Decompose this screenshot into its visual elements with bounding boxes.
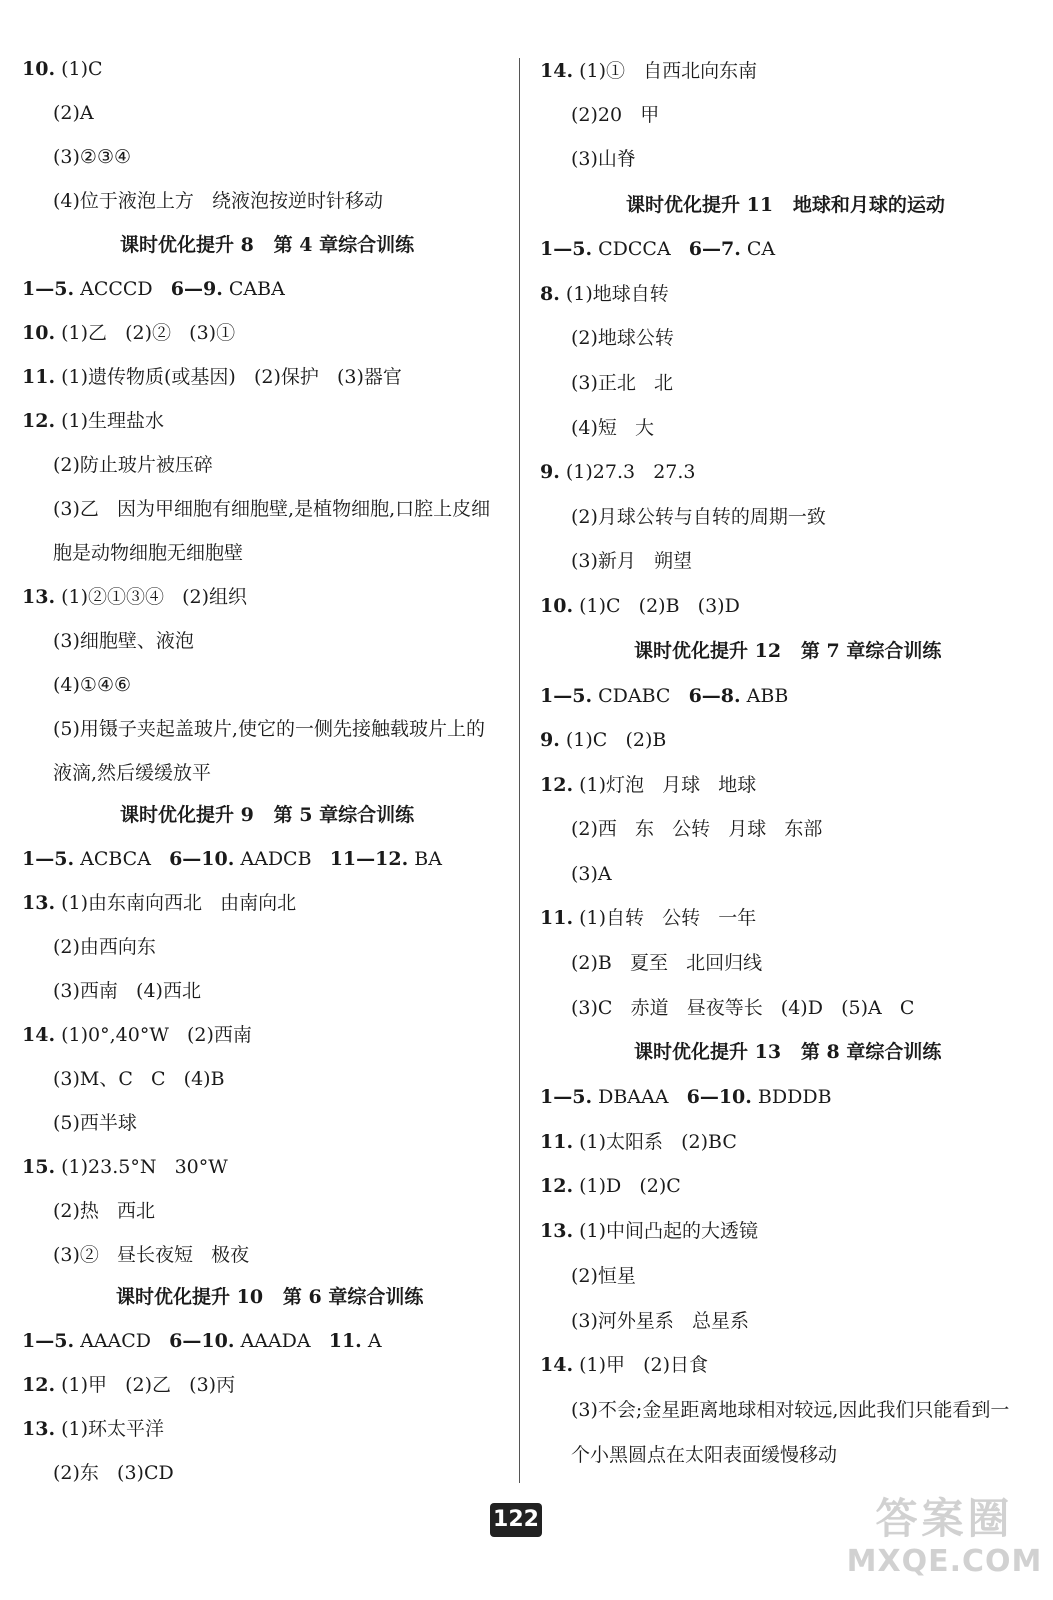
answer-text: A (361, 1330, 382, 1352)
answer-text: (1)自转 公转 一年 (573, 907, 757, 929)
question-number: 12. (22, 410, 56, 432)
answer-line (53, 761, 211, 785)
question-number: 11. (328, 1330, 362, 1352)
answer-line (540, 1085, 832, 1109)
answer-line (53, 541, 243, 565)
answer-text: (3)新月 朔望 (571, 550, 693, 572)
answer-text: (3)② 昼长夜短 极夜 (53, 1244, 250, 1266)
answer-line (571, 996, 914, 1020)
answer-text: (1)甲 (2)日食 (573, 1354, 709, 1376)
answer-line (22, 365, 402, 389)
answer-line (571, 371, 673, 395)
answer-line (53, 145, 131, 169)
answer-text: (1)C (55, 58, 103, 80)
answer-text: (1)中间凸起的大透镜 (573, 1220, 759, 1242)
answer-line (22, 847, 442, 871)
answer-text: (2)月球公转与自转的周期一致 (571, 506, 826, 528)
answer-line (540, 906, 756, 930)
answer-line (571, 103, 659, 127)
question-number: 14. (540, 60, 574, 82)
answer-text: (4)短 大 (571, 417, 655, 439)
answer-line (571, 1309, 749, 1333)
answer-text: (2)20 甲 (571, 104, 660, 126)
answer-line (53, 717, 485, 741)
answer-text: (4)位于液泡上方 绕液泡按逆时针移动 (53, 190, 384, 212)
answer-text: (2)A (53, 102, 94, 124)
answer-line (571, 549, 692, 573)
question-number: 11—12. (329, 848, 409, 870)
answer-line (571, 1443, 837, 1467)
answer-line (22, 1373, 235, 1397)
answer-line (22, 409, 164, 433)
question-number: 1—5. (22, 1330, 75, 1352)
answer-text: BDDDB (751, 1086, 832, 1108)
question-number: 6—8. (688, 685, 741, 707)
answer-text: (3)河外星系 总星系 (571, 1310, 750, 1332)
answer-text: (1)环太平洋 (55, 1418, 165, 1440)
watermark-text-top: 答案圈 (875, 1494, 1014, 1543)
answer-line (540, 684, 788, 708)
question-number: 8. (540, 283, 560, 305)
answer-text: (3)M、C C (4)B (53, 1068, 225, 1090)
watermark-logo (842, 1494, 1047, 1594)
answer-line (571, 147, 636, 171)
answer-line (22, 1417, 164, 1441)
section-heading: 课时优化提升 12 第 7 章综合训练 (634, 640, 942, 662)
answer-text: (1)太阳系 (2)BC (573, 1131, 737, 1153)
answer-text: (1)27.3 27.3 (559, 461, 696, 483)
answer-text: (3)乙 因为甲细胞有细胞壁,是植物细胞,口腔上皮细 (53, 498, 491, 520)
answer-text: (1)甲 (2)乙 (3)丙 (55, 1374, 236, 1396)
answer-text: (5)用镊子夹起盖玻片,使它的一侧先接触载玻片上的 (53, 718, 485, 740)
answer-text: (2)恒星 (571, 1265, 636, 1287)
question-number: 12. (540, 774, 574, 796)
answer-line (53, 1461, 174, 1485)
question-number: 13. (22, 586, 56, 608)
answer-text: (3)西南 (4)西北 (53, 980, 201, 1002)
answer-line (540, 282, 669, 306)
answer-line (53, 1199, 155, 1223)
answer-text: (1)乙 (2)② (3)① (55, 322, 236, 344)
answer-line (540, 1130, 737, 1154)
answer-text: (3)不会;金星距离地球相对较远,因此我们只能看到一 (571, 1399, 1010, 1421)
answer-text: (1)②①③④ (2)组织 (55, 586, 248, 608)
answer-text: ACCCD (74, 278, 171, 300)
question-number: 12. (540, 1175, 574, 1197)
answer-line (571, 505, 826, 529)
question-number: 9. (540, 461, 560, 483)
answer-text: AAADA (234, 1330, 329, 1352)
answer-text: (1)23.5°N 30°W (55, 1156, 228, 1178)
question-number: 6—9. (170, 278, 223, 300)
answer-line (571, 817, 822, 841)
answer-line (571, 1398, 1009, 1422)
question-number: 1—5. (22, 848, 75, 870)
question-number: 11. (22, 366, 56, 388)
answer-line (22, 1155, 228, 1179)
answer-line (540, 594, 740, 618)
answer-text: AAACD (74, 1330, 170, 1352)
answer-text: (2)地球公转 (571, 327, 674, 349)
question-number: 12. (22, 1374, 56, 1396)
answer-text: (3)A (571, 863, 612, 885)
answer-text: (3)C 赤道 昼夜等长 (4)D (5)A C (571, 997, 915, 1019)
answer-line (22, 277, 285, 301)
answer-line (53, 1243, 249, 1267)
answer-line (540, 237, 775, 261)
answer-line (22, 585, 247, 609)
answer-line (53, 101, 94, 125)
section-heading: 课时优化提升 10 第 6 章综合训练 (116, 1286, 424, 1308)
answer-text: (2)B 夏至 北回归线 (571, 952, 763, 974)
answer-line (53, 453, 213, 477)
question-number: 9. (540, 729, 560, 751)
answer-text: 个小黑圆点在太阳表面缓慢移动 (571, 1444, 838, 1466)
answer-line (540, 728, 666, 752)
section-heading: 课时优化提升 8 第 4 章综合训练 (120, 234, 415, 256)
answer-text: CDCCA (592, 238, 689, 260)
answer-text: (1)遗传物质(或基因) (2)保护 (3)器官 (55, 366, 402, 388)
answer-line (540, 773, 756, 797)
question-number: 1—5. (540, 238, 593, 260)
answer-text: (1)C (2)B (3)D (573, 595, 740, 617)
answer-text: (1)D (2)C (573, 1175, 681, 1197)
answer-line (22, 891, 296, 915)
answer-text: DBAAA (592, 1086, 687, 1108)
answer-line (22, 321, 235, 345)
question-number: 1—5. (540, 685, 593, 707)
question-number: 6—7. (688, 238, 741, 260)
answer-text: CABA (222, 278, 285, 300)
answer-text: (1)0°,40°W (2)西南 (55, 1024, 252, 1046)
answer-text: 胞是动物细胞无细胞壁 (53, 542, 244, 564)
watermark-text-bottom: MXQE.COM (846, 1544, 1043, 1579)
answer-text: (1)① 自西北向东南 (573, 60, 758, 82)
question-number: 14. (22, 1024, 56, 1046)
answer-text: (5)西半球 (53, 1112, 137, 1134)
section-heading: 课时优化提升 11 地球和月球的运动 (626, 194, 945, 216)
answer-text: (2)防止玻片被压碎 (53, 454, 213, 476)
answer-line (571, 326, 674, 350)
question-number: 11. (540, 907, 574, 929)
answer-text: (1)由东南向西北 由南向北 (55, 892, 297, 914)
question-number: 6—10. (686, 1086, 752, 1108)
answer-line (53, 673, 131, 697)
answer-text: AADCB (234, 848, 330, 870)
answer-line (571, 862, 612, 886)
answer-text: ABB (740, 685, 789, 707)
answer-text: ACBCA (74, 848, 170, 870)
question-number: 13. (540, 1220, 574, 1242)
answer-text: (1)生理盐水 (55, 410, 165, 432)
answer-text: CA (740, 238, 776, 260)
answer-line (53, 629, 194, 653)
answer-text: (1)灯泡 月球 地球 (573, 774, 757, 796)
answer-line (22, 57, 103, 81)
question-number: 15. (22, 1156, 56, 1178)
answer-text: (1)地球自转 (559, 283, 669, 305)
question-number: 10. (540, 595, 574, 617)
question-number: 14. (540, 1354, 574, 1376)
answer-text: 液滴,然后缓缓放平 (53, 762, 212, 784)
answer-line (53, 189, 383, 213)
answer-line (540, 1353, 708, 1377)
section-heading: 课时优化提升 13 第 8 章综合训练 (634, 1041, 942, 1063)
answer-line (53, 979, 201, 1003)
answer-line (53, 1067, 225, 1091)
answer-text: (2)东 (3)CD (53, 1462, 174, 1484)
answer-line (22, 1329, 382, 1353)
answer-text: (4)①④⑥ (53, 674, 132, 696)
question-number: 6—10. (169, 1330, 235, 1352)
answer-text: (2)西 东 公转 月球 东部 (571, 818, 823, 840)
answer-text: (3)正北 北 (571, 372, 674, 394)
answer-text: (3)②③④ (53, 146, 132, 168)
answer-text: BA (408, 848, 442, 870)
answer-line (540, 1219, 758, 1243)
question-number: 6—10. (169, 848, 235, 870)
answer-line (540, 1174, 681, 1198)
question-number: 13. (22, 892, 56, 914)
answer-line (22, 1023, 252, 1047)
answer-text: (3)细胞壁、液泡 (53, 630, 194, 652)
question-number: 10. (22, 322, 56, 344)
answer-line (53, 497, 490, 521)
answer-text: CDABC (592, 685, 689, 707)
answer-line (540, 460, 696, 484)
question-number: 10. (22, 58, 56, 80)
question-number: 1—5. (22, 278, 75, 300)
answer-line (53, 1111, 137, 1135)
answer-text: (2)热 西北 (53, 1200, 156, 1222)
answer-text: (1)C (2)B (559, 729, 667, 751)
page-number: 122 (490, 1503, 542, 1537)
answer-text: (3)山脊 (571, 148, 636, 170)
answer-line (571, 416, 654, 440)
answer-line (540, 59, 757, 83)
question-number: 1—5. (540, 1086, 593, 1108)
answer-line (571, 1264, 636, 1288)
question-number: 13. (22, 1418, 56, 1440)
question-number: 11. (540, 1131, 574, 1153)
answer-line (53, 935, 156, 959)
answer-text: (2)由西向东 (53, 936, 156, 958)
answer-line (571, 951, 762, 975)
section-heading: 课时优化提升 9 第 5 章综合训练 (120, 804, 415, 826)
column-divider (519, 58, 520, 1483)
